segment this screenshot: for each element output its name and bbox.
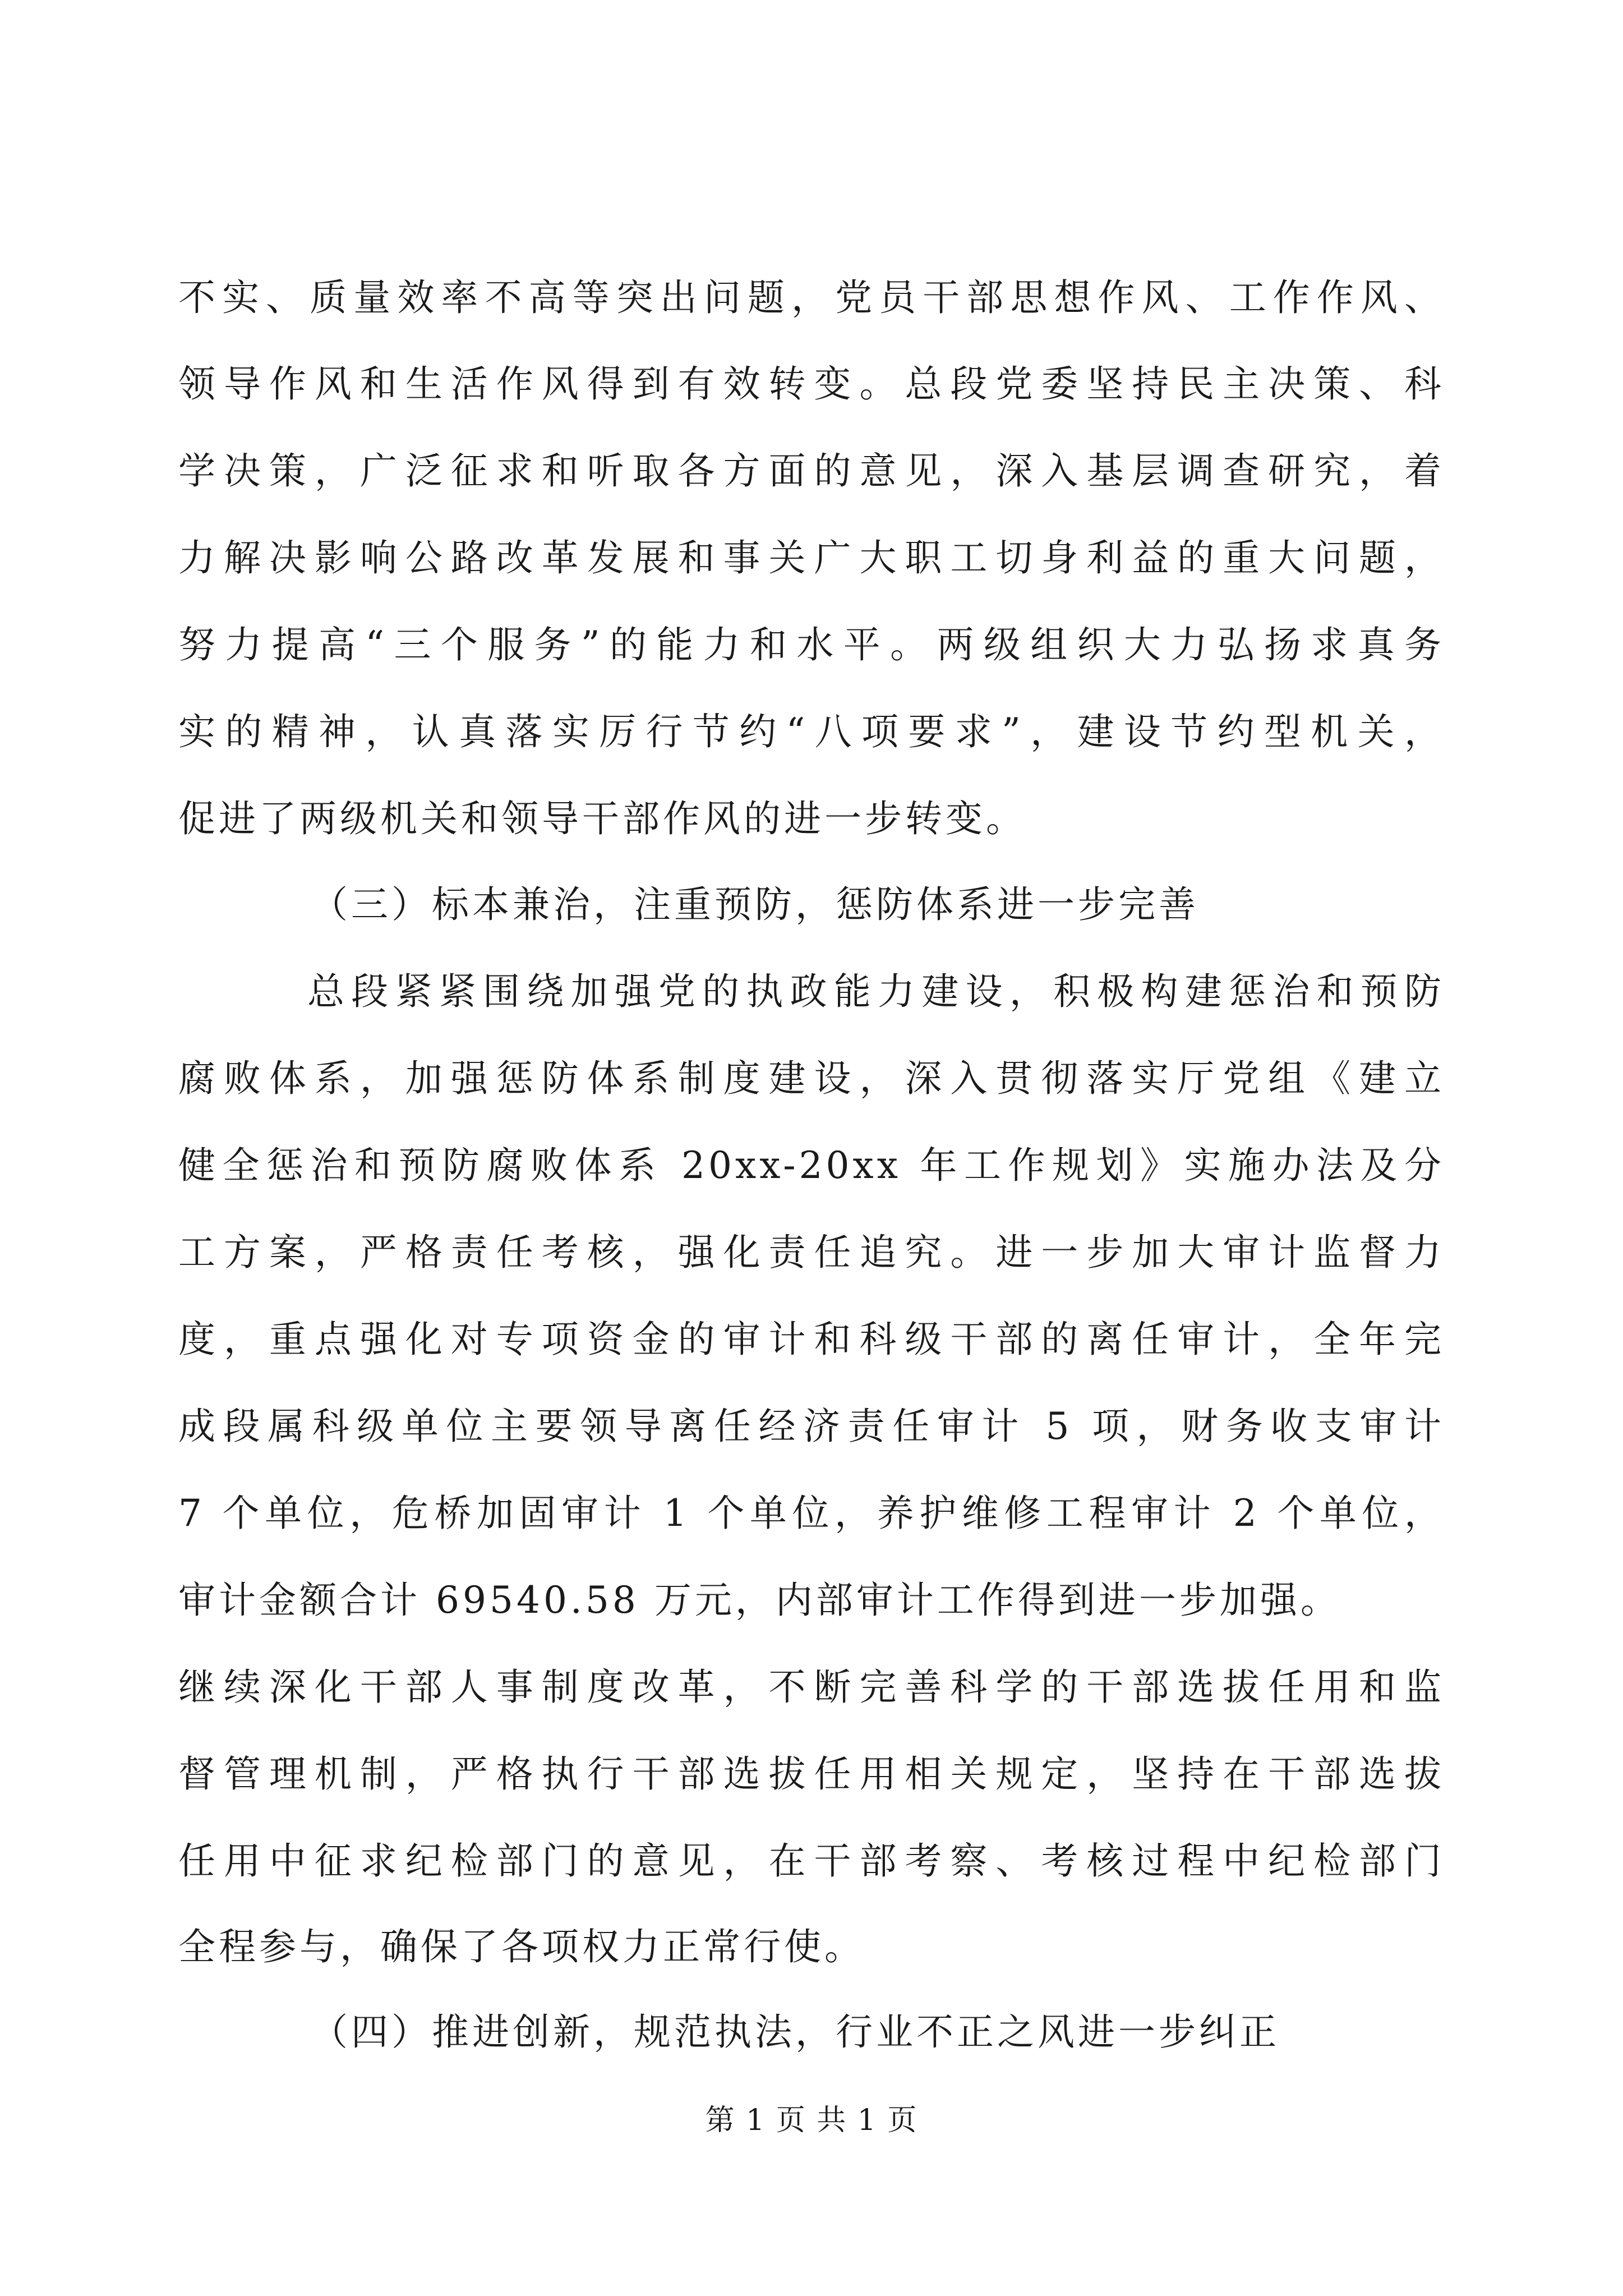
- body-text-line: 督管理机制，严格执行干部选拔任用相关规定，坚持在干部选拔: [178, 1752, 1445, 1796]
- section-heading: （三）标本兼治，注重预防，惩防体系进一步完善: [311, 883, 1199, 926]
- body-text-line: 度，重点强化对专项资金的审计和科级干部的离任审计，全年完: [178, 1318, 1445, 1361]
- body-text-line: 领导作风和生活作风得到有效转变。总段党委坚持民主决策、科: [178, 362, 1445, 406]
- body-text-line: 努力提高“三个服务”的能力和水平。两级组织大力弘扬求真务: [178, 623, 1445, 666]
- body-text-line: 学决策，广泛征求和听取各方面的意见，深入基层调查研究，着: [178, 449, 1445, 493]
- body-text-line: 不实、质量效率不高等突出问题，党员干部思想作风、工作作风、: [178, 276, 1445, 319]
- body-text-line: 成段属科级单位主要领导离任经济责任审计 5 项，财务收支审计: [178, 1405, 1445, 1448]
- body-text-line: 工方案，严格责任考核，强化责任追究。进一步加大审计监督力: [178, 1231, 1445, 1274]
- body-text-line: 7 个单位，危桥加固审计 1 个单位，养护维修工程审计 2 个单位，: [178, 1492, 1445, 1535]
- body-text-line: 全程参与，确保了各项权力正常行使。: [178, 1925, 865, 1968]
- body-text-line: 继续深化干部人事制度改革，不断完善科学的干部选拔任用和监: [178, 1665, 1445, 1709]
- body-text-line: 力解决影响公路改革发展和事关广大职工切身利益的重大问题，: [178, 536, 1445, 579]
- body-text-line: 腐败体系，加强惩防体系制度建设，深入贯彻落实厅党组《建立: [178, 1057, 1445, 1100]
- body-text-line: 健全惩治和预防腐败体系 20xx-20xx 年工作规划》实施办法及分: [178, 1144, 1445, 1187]
- body-text-line: 实的精神，认真落实厉行节约“八项要求”，建设节约型机关，: [178, 710, 1445, 753]
- paragraph-first-line: 总段紧紧围绕加强党的执政能力建设，积极构建惩治和预防: [307, 970, 1445, 1013]
- body-text-line: 审计金额合计 69540.58 万元，内部审计工作得到进一步加强。: [178, 1579, 1341, 1622]
- body-text-line: 促进了两级机关和领导干部作风的进一步转变。: [178, 797, 1026, 840]
- section-heading: （四）推进创新，规范执法，行业不正之风进一步纠正: [311, 2010, 1280, 2054]
- body-text-line: 任用中征求纪检部门的意见，在干部考察、考核过程中纪检部门: [178, 1839, 1445, 1883]
- page-footer: 第 1 页 共 1 页: [705, 2104, 918, 2137]
